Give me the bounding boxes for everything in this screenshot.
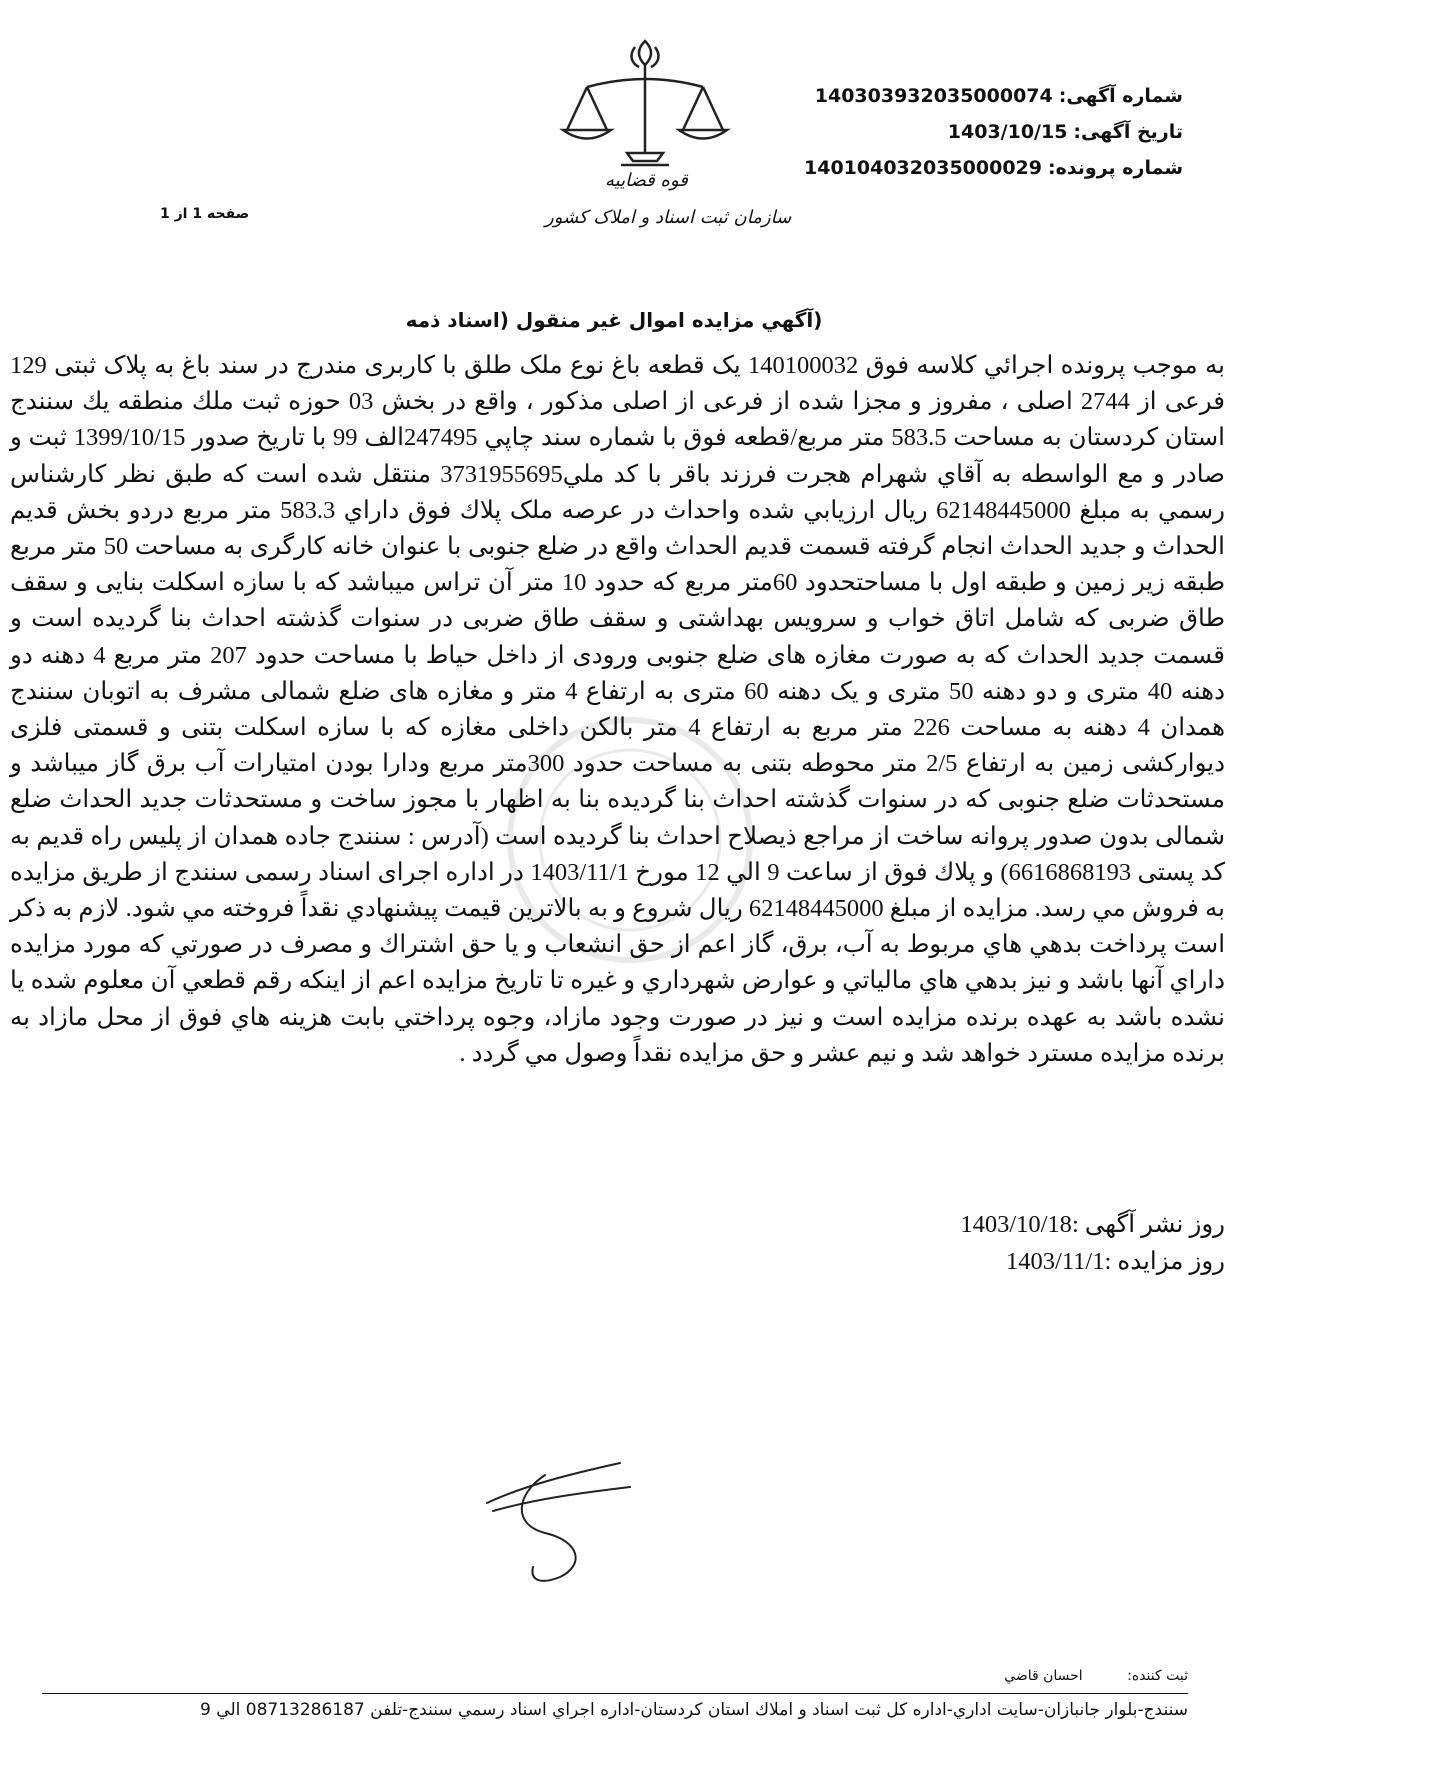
registrar-label: ثبت کننده: bbox=[1127, 1668, 1188, 1684]
ad-number: 140303932035000074 bbox=[814, 85, 1053, 107]
page-number: صفحه 1 از 1 bbox=[160, 206, 250, 222]
publish-date: روز نشر آگهی :1403/10/18 bbox=[960, 1211, 1225, 1238]
ad-meta bbox=[804, 78, 1183, 186]
org-line-2: سازمان ثبت اسناد و املاک کشور bbox=[545, 207, 792, 228]
registrar-name: احسان قاضي bbox=[1004, 1668, 1083, 1684]
footer-divider bbox=[42, 1693, 1188, 1694]
case-number-row bbox=[804, 150, 1183, 186]
notice-paragraph: به موجب پرونده اجرائي كلاسه فوق 140100032 یک قطعه باغ نوع ملک طلق با کاربری مندرج در سند باغ به پلاک ثبتی 129 فرعی از 2744 اصلی ، مفروز و مجزا شده از فرعی از اصلی مذکور ، واقع در بخش 03 حوزه ثبت ملك منطقه يك سنندج استان کردستان به مساحت 583.5 متر مربع/قطعه فوق با شماره سند چاپي 247495الف 99 با تاریخ صدور 1399/10/15 ثبت و صادر و مع الواسطه به آقاي شهرام هجرت فرزند باقر با کد ملي3731955695 منتقل شده است که طبق نظر کارشناس رسمي به مبلغ 62148445000 ريال ارزيابي شده واحداث در عرصه ملک پلاك فوق داراي 583.3 متر مربع دردو بخش قدیم الحداث و جدید الحداث انجام گرفته قسمت قدیم الحداث واقع در ضلع جنوبی با عنوان خانه کارگری به مساحت 50 متر مربع طبقه زیر زمین و طبقه اول با مساحتحدود 60متر مربع که حدود 10 متر آن تراس میباشد که با سازه اسکلت بنایی و سقف طاق ضربی که شامل اتاق خواب و سرویس بهداشتی و سقف طاق ضربی در سنوات گذشته احداث بنا گردیده است و قسمت جدید الحداث که به صورت مغازه های ضلع جنوبی ورودی از داخل حیاط با مساحت حدود 207 متر مربع 4 دهنه دو دهنه 40 متری و دو دهنه 50 متری و یک دهنه 60 متری به ارتفاع 4 متر و مغازه های ضلع شمالی مشرف به اتوبان سنندج همدان 4 دهنه به مساحت 226 متر مربع به ارتفاع 4 متر بالکن داخلی مغازه که با سازه اسکلت بتنی و قسمتی فلزی دیوارکشی زمین به ارتفاع 2/5 متر محوطه بتنی به مساحت حدود 300متر مربع ودارا بودن امتیارات آب برق گاز میباشد و مستحدثات ضلع جنوبی که در سنوات گذشته احداث بنا گردیده بنا به اظهار با مجوز ساخت و مستحدثات جدید الحداث ضلع شمالی بدون صدور پروانه ساخت از مراجع ذیصلاح احداث بنا گردیده است (آدرس : سنندج جاده همدان از پليس راه قديم به كد پستی 6616868193) و پلاك فوق از ساعت 9 الي 12 مورخ 1403/11/1 در اداره اجرای اسناد رسمی سنندج از طريق مزايده به فروش مي رسد. مزايده از مبلغ 62148445000 ريال شروع و به بالاترين قيمت پيشنهادي نقداً فروخته مي شود. لازم به ذكر است پرداخت بدهي هاي مربوط به آب، برق، گاز اعم از حق انشعاب و يا حق اشتراك و مصرف در صورتي كه مورد مزايده داراي آنها باشد و نيز بدهي هاي مالياتي و عوارض شهرداري و غيره تا تاريخ مزايده اعم از اينكه رقم قطعي آن معلوم شده يا نشده باشد به عهده برنده مزايده است و نيز در صورت وجود مازاد، وجوه پرداختي بابت هزينه هاي فوق از محل مازاد به برنده مزايده مسترد خواهد شد و نيم عشر و حق مزايده نقداً وصول مي گردد . bbox=[10, 352, 1225, 1067]
notice-body bbox=[10, 348, 1225, 1072]
case-number: 140104032035000029 bbox=[804, 157, 1042, 179]
footer-address: سنندج-بلوار جانبازان-سايت اداري-اداره كل ثبت اسناد و املاك استان كردستان-اداره اجراي اسناد رسمي سنندج-تلفن 08713286187 الي 9 bbox=[200, 1700, 1188, 1720]
auction-date: روز مزایده :1403/11/1 bbox=[1006, 1247, 1225, 1275]
registrar bbox=[1004, 1668, 1188, 1684]
ad-date: 1403/10/15 bbox=[947, 121, 1068, 143]
ad-number-row bbox=[804, 78, 1183, 114]
ad-date-label: تاریخ آگهی: bbox=[1073, 121, 1183, 143]
notice-title: (آگهي مزايده اموال غير منقول (اسناد ذمه bbox=[405, 308, 823, 332]
notice-dates bbox=[800, 1207, 1225, 1280]
handwritten-signature-icon bbox=[485, 1455, 635, 1590]
judiciary-scales-emblem-icon bbox=[545, 35, 745, 175]
org-line-1: قوه قضاییه bbox=[605, 170, 688, 191]
judiciary-emblem bbox=[545, 35, 792, 250]
case-number-label: شماره پرونده: bbox=[1047, 157, 1183, 179]
ad-number-label: شماره آگهی: bbox=[1058, 85, 1183, 107]
ad-date-row bbox=[804, 114, 1183, 150]
